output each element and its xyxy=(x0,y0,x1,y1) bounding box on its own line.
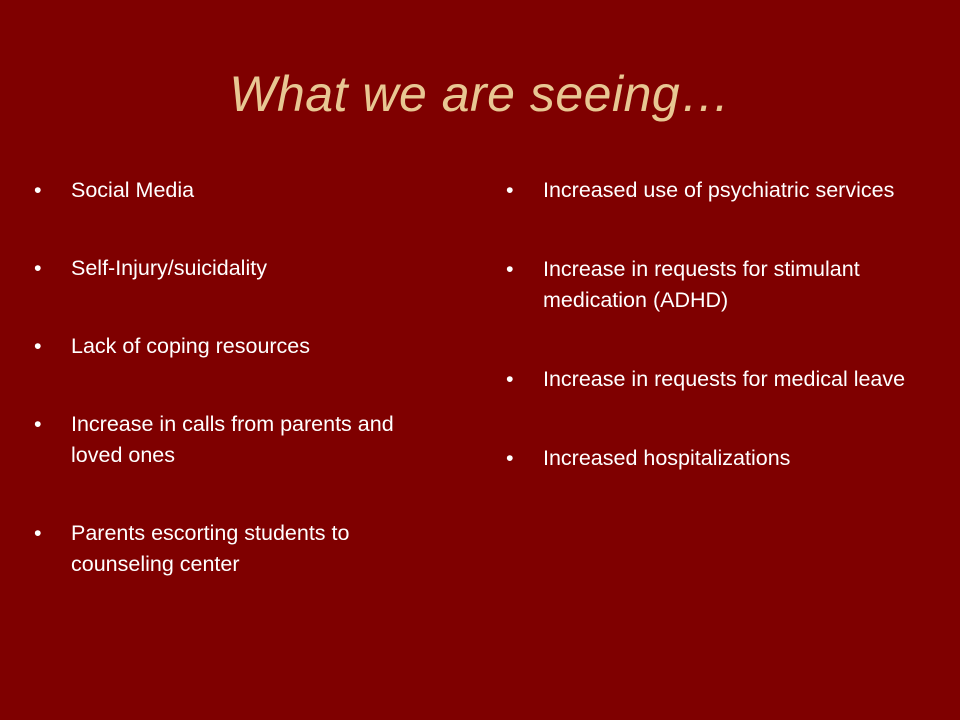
bullet-icon: • xyxy=(506,367,514,391)
bullet-text: Self-Injury/suicidality xyxy=(71,256,267,280)
bullet-icon: • xyxy=(506,257,514,281)
bullet-icon: • xyxy=(34,256,42,280)
bullet-icon: • xyxy=(506,446,514,470)
list-item xyxy=(34,331,444,362)
list-item xyxy=(34,175,444,206)
right-bullet-list xyxy=(506,175,926,522)
slide-title: What we are seeing… xyxy=(229,66,731,122)
bullet-text: Increased use of psychiatric services xyxy=(543,178,895,202)
list-item xyxy=(506,254,926,316)
bullet-text: Parents escorting students to counseling center xyxy=(71,521,350,576)
bullet-text: Increase in requests for stimulant medication (ADHD) xyxy=(543,257,860,312)
left-bullet-list xyxy=(34,175,444,627)
list-item xyxy=(506,364,926,395)
list-item xyxy=(506,175,926,206)
list-item xyxy=(34,409,444,471)
list-item xyxy=(34,518,444,580)
bullet-text: Increase in requests for medical leave xyxy=(543,367,906,391)
bullet-icon: • xyxy=(34,334,42,358)
bullet-icon: • xyxy=(34,521,42,545)
bullet-icon: • xyxy=(506,178,514,202)
list-item xyxy=(506,443,926,474)
bullet-icon: • xyxy=(34,178,42,202)
list-item xyxy=(34,253,444,284)
bullet-text: Increase in calls from parents and loved ones xyxy=(71,412,394,467)
bullet-text: Social Media xyxy=(71,178,195,202)
bullet-text: Increased hospitalizations xyxy=(543,446,791,470)
bullet-icon: • xyxy=(34,412,42,436)
bullet-text: Lack of coping resources xyxy=(71,334,311,358)
